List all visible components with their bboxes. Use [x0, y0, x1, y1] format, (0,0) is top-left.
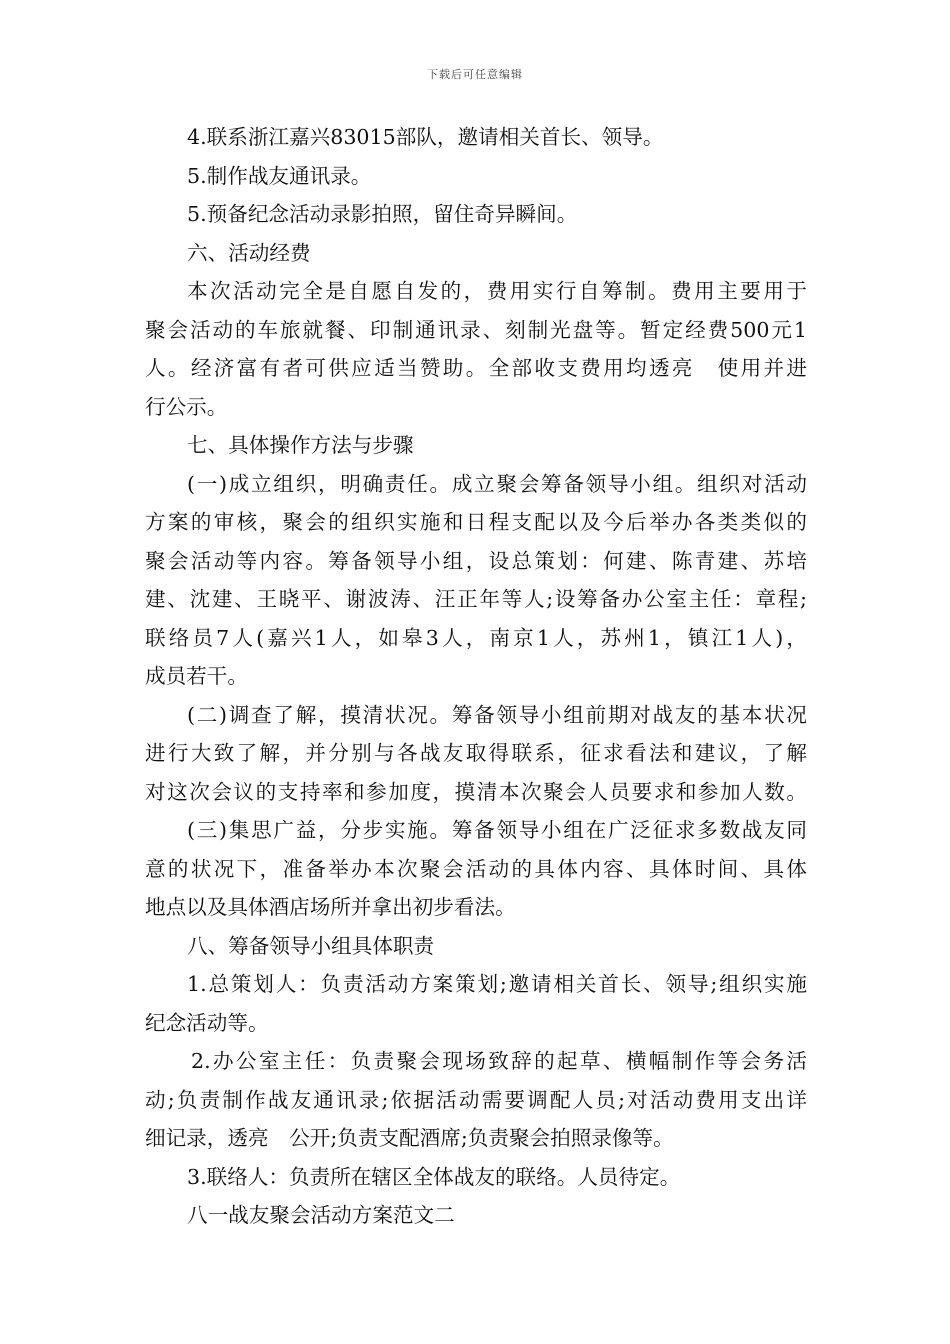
text-line: 4.联系浙江嘉兴83015部队，邀请相关首长、领导。 [187, 125, 664, 149]
text-line: 5.预备纪念活动录影拍照，留住奇异瞬间。 [187, 202, 578, 226]
text-line: 本次活动完全是自愿自发的，费用实行自筹制。费用主要用于 [187, 279, 807, 303]
text-line: 1.总策划人：负责活动方案策划;邀请相关首长、领导;组织实施 [187, 972, 807, 996]
text-line: 人。经济富有者可供应适当赞助。全部收支费用均透亮 使用并进 [145, 356, 807, 380]
text-line: 动;负责制作战友通讯录;依据活动需要调配人员;对活动费用支出详 [145, 1087, 807, 1112]
text-line: (一)成立组织，明确责任。成立聚会筹备领导小组。组织对活动 [187, 471, 807, 496]
text-line: 行公示。 [145, 394, 228, 419]
section-heading: 八、筹备领导小组具体职责 [187, 933, 435, 958]
text-line: 联络员7人(嘉兴1人，如皋3人，南京1人，苏州1，镇江1人)， [145, 625, 807, 650]
section-heading: 六、活动经费 [187, 240, 311, 265]
text-line: 建、沈建、王晓平、谢波涛、汪正年等人;设筹备办公室主任：章程; [145, 587, 807, 611]
text-line: 细记录，透亮 公开;负责支配酒席;负责聚会拍照录像等。 [145, 1126, 674, 1150]
text-line: 方案的审核，聚会的组织实施和日程支配以及今后举办各类类似的 [145, 510, 807, 534]
text-line: (三)集思广益，分步实施。筹备领导小组在广泛征求多数战友同 [187, 818, 807, 842]
text-line: 2.办公室主任：负责聚会现场致辞的起草、横幅制作等会务活 [191, 1049, 807, 1073]
text-line: 地点以及具体酒店场所并拿出初步看法。 [145, 895, 516, 919]
text-line: 5.制作战友通讯录。 [187, 163, 372, 188]
text-line: 聚会活动等内容。筹备领导小组，设总策划：何建、陈青建、苏培 [145, 548, 807, 573]
section-heading: 七、具体操作方法与步骤 [187, 433, 414, 457]
text-line: 进行大致了解，并分别与各战友取得联系，征求看法和建议，了解 [145, 741, 807, 765]
text-line: (二)调查了解，摸清状况。筹备领导小组前期对战友的基本状况 [187, 702, 807, 727]
text-line: 聚会活动的车旅就餐、印制通讯录、刻制光盘等。暂定经费500元1 [145, 317, 807, 342]
text-line: 3.联络人：负责所在辖区全体战友的联络。人员待定。 [187, 1164, 681, 1189]
document-subtitle: 八一战友聚会活动方案范文二 [187, 1203, 455, 1227]
text-line: 成员若干。 [145, 664, 248, 688]
page-header: 下载后可任意编辑 [427, 68, 523, 81]
text-line: 纪念活动等。 [145, 1010, 269, 1035]
text-line: 意的状况下，准备举办本次聚会活动的具体内容、具体时间、具体 [145, 856, 807, 881]
text-line: 对这次会议的支持率和参加度，摸清本次聚会人员要求和参加人数。 [145, 779, 807, 804]
document-body [145, 118, 807, 1235]
